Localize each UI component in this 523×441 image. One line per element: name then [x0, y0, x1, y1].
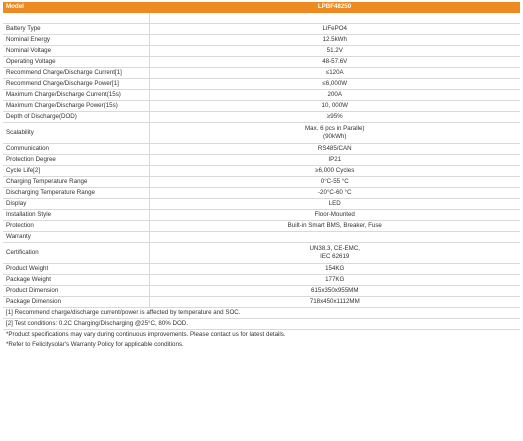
header-key: Model	[3, 2, 149, 13]
table-row	[3, 57, 520, 68]
spec-value: RS485/CAN	[149, 144, 520, 155]
spec-label: Scalability	[3, 123, 149, 144]
spec-label: Communication	[3, 144, 149, 155]
table-row	[3, 90, 520, 101]
spec-label: Maximum Charge/Discharge Power(15s)	[3, 101, 149, 112]
spacer-row	[3, 13, 520, 24]
spec-label: Operating Voltage	[3, 57, 149, 68]
table-row	[3, 275, 520, 286]
spec-value: 154KG	[149, 264, 520, 275]
footnote: [2] Test conditions: 0.2C Charging/Discharging @25°C, 80% DOD.	[3, 319, 520, 330]
spec-value-line: UN38.3, CE-EMC,	[309, 245, 361, 253]
spec-value-line: IEC 62619	[320, 253, 350, 260]
spec-label: Installation Style	[3, 210, 149, 221]
table-header-row	[3, 2, 520, 13]
spec-value: 48-57.6V	[149, 57, 520, 68]
spec-label: Discharging Temperature Range	[3, 188, 149, 199]
spec-label: Nominal Voltage	[3, 46, 149, 57]
table-row	[3, 188, 520, 199]
spec-sheet	[3, 2, 520, 350]
spec-value: Built-in Smart BMS, Breaker, Fuse	[149, 221, 520, 232]
spec-value: 718x450x1112MM	[149, 297, 520, 308]
table-row	[3, 155, 520, 166]
footnotes	[3, 308, 520, 350]
spec-value: -20°C-60 °C	[149, 188, 520, 199]
table-row	[3, 101, 520, 112]
spec-value: 0°C-55 °C	[149, 177, 520, 188]
spec-value: 615x350x955MM	[149, 286, 520, 297]
table-row	[3, 232, 520, 243]
table-row	[3, 35, 520, 46]
spec-value: ≥95%	[149, 112, 520, 123]
spec-label: Product Weight	[3, 264, 149, 275]
table-row	[3, 79, 520, 90]
spec-label: Charging Temperature Range	[3, 177, 149, 188]
spec-value: IP21	[149, 155, 520, 166]
spec-label: Nominal Energy	[3, 35, 149, 46]
spec-label: Recommend Charge/Discharge Power[1]	[3, 79, 149, 90]
spec-value: ≥6,000 Cycles	[149, 166, 520, 177]
footnote: [1] Recommend charge/discharge current/power is affected by temperature and SOC.	[3, 308, 520, 319]
spec-label: Package Weight	[3, 275, 149, 286]
spec-value-line: Max. 6 pcs in Paralle)	[305, 125, 365, 133]
table-row	[3, 210, 520, 221]
spec-label: Certification	[3, 243, 149, 264]
spec-value: ≤120A	[149, 68, 520, 79]
spec-value: 200A	[149, 90, 520, 101]
spec-label: Maximum Charge/Discharge Current(15s)	[3, 90, 149, 101]
spec-value: 12.5kWh	[149, 35, 520, 46]
table-row	[3, 297, 520, 308]
spec-label: Display	[3, 199, 149, 210]
spec-label: Package Dimension	[3, 297, 149, 308]
spec-label: Protection Degree	[3, 155, 149, 166]
spec-label: Product Dimension	[3, 286, 149, 297]
table-row	[3, 123, 520, 144]
spec-label: Cycle Life[2]	[3, 166, 149, 177]
table-row	[3, 199, 520, 210]
spec-label: Warranty	[3, 232, 149, 243]
spec-value-line: (90kWh)	[323, 133, 347, 140]
spec-label: Recommend Charge/Discharge Current[1]	[3, 68, 149, 79]
spec-value: Floor-Mounted	[149, 210, 520, 221]
table-row	[3, 177, 520, 188]
header-model-value: LPBF48250	[149, 2, 520, 13]
table-row	[3, 112, 520, 123]
spec-label: Depth of Discharge(DOD)	[3, 112, 149, 123]
table-row	[3, 243, 520, 264]
disclaimer: *Refer to Felicitysolar's Warranty Policy for applicable conditions.	[6, 341, 184, 348]
table-row	[3, 68, 520, 79]
table-row	[3, 221, 520, 232]
table-row	[3, 24, 520, 35]
spec-label: Protection	[3, 221, 149, 232]
spec-value: ≤6,000W	[149, 79, 520, 90]
table-row	[3, 264, 520, 275]
table-row	[3, 166, 520, 177]
disclaimer: *Product specifications may vary during continuous improvements. Please contact us for latest details.	[6, 331, 286, 338]
spec-value: LiFePO4	[149, 24, 520, 35]
spec-value	[149, 243, 520, 264]
spec-table	[3, 2, 520, 308]
spec-value	[149, 123, 520, 144]
spec-label: Battery Type	[3, 24, 149, 35]
table-row	[3, 286, 520, 297]
spec-value	[149, 232, 520, 243]
spec-value: 51.2V	[149, 46, 520, 57]
table-row	[3, 46, 520, 57]
spec-value: 10, 000W	[149, 101, 520, 112]
table-row	[3, 144, 520, 155]
spec-value: 177KG	[149, 275, 520, 286]
spec-value: LED	[149, 199, 520, 210]
